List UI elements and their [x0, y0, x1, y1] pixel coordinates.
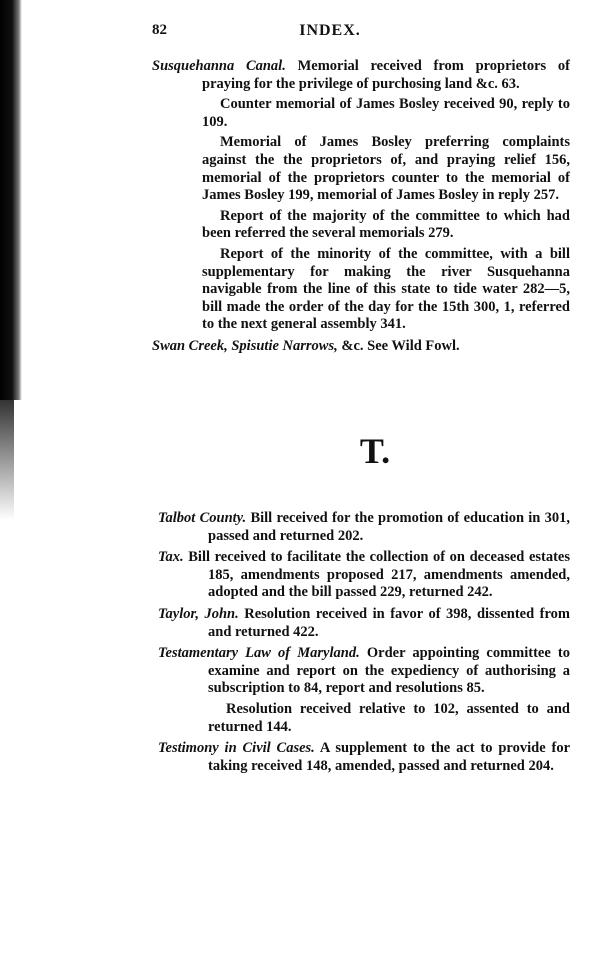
- index-text: Resolution received in favor of 398, dissented from and returned 422.: [208, 605, 570, 640]
- section-s-entries: [152, 58, 570, 356]
- index-term: Taylor, John.: [158, 605, 239, 622]
- index-entry: [152, 58, 570, 93]
- index-subentry: Resolution received relative to 102, assented to and returned 144.: [208, 700, 570, 735]
- index-subentry: Counter memorial of James Bosley received 90, reply to 109.: [202, 96, 570, 130]
- index-text: Memorial received from proprietors of praying for the privilege of purchosing land &c. 63.: [202, 58, 570, 92]
- running-head: INDEX.: [299, 22, 361, 39]
- index-text: Bill received to facilitate the collection of on deceased estates 185, amendments proposed 217, amendments amended, adopted and the bill passed 229, returned 242.: [188, 549, 571, 601]
- index-entry: [152, 338, 570, 356]
- section-letter: T.: [359, 431, 391, 471]
- index-entry: [158, 645, 570, 698]
- section-t-entries: [158, 510, 570, 775]
- index-subentry: Report of the minority of the committee, with a bill supplementary for making the river Susquehanna navigable from the line of this state to tide water 282—5, bill made the order of the day for the 15th 300, 1, referred to the next general assembly 341.: [202, 245, 570, 333]
- index-text: Bill received for the promotion of education in 301, passed and returned 202.: [208, 510, 570, 544]
- page-number: 82: [152, 22, 167, 38]
- index-entry: [158, 740, 570, 775]
- index-subentry: Report of the majority of the committee to which had been referred the several memorials 279.: [202, 207, 570, 242]
- index-term: Tax.: [158, 549, 184, 566]
- index-text: &c. See Wild Fowl.: [341, 337, 460, 354]
- index-subentry: Memorial of James Bosley preferring complaints against the the proprietors of, and praying relief 156, memorial of the proprietors counter to the memorial of James Bosley 199, memorial of James Bosley in reply 257.: [202, 134, 570, 204]
- index-entry: [158, 549, 570, 602]
- index-term: Susquehanna Canal.: [152, 58, 286, 74]
- index-entry: [158, 510, 570, 545]
- index-entry: [158, 606, 570, 641]
- page-spine-shadow: [0, 0, 22, 400]
- index-text: A supplement to the act to provide for taking received 148, amended, passed and returned 204.: [208, 740, 571, 774]
- index-term: Swan Creek, Spisutie Narrows,: [152, 337, 338, 354]
- index-term: Testimony in Civil Cases.: [158, 740, 315, 757]
- index-term: Talbot County.: [158, 510, 247, 526]
- index-term: Testamentary Law of Maryland.: [158, 645, 360, 662]
- index-text: Order appointing committee to examine and report on the expediency of authorising a subscription to 84, report and resolutions 85.: [208, 645, 571, 697]
